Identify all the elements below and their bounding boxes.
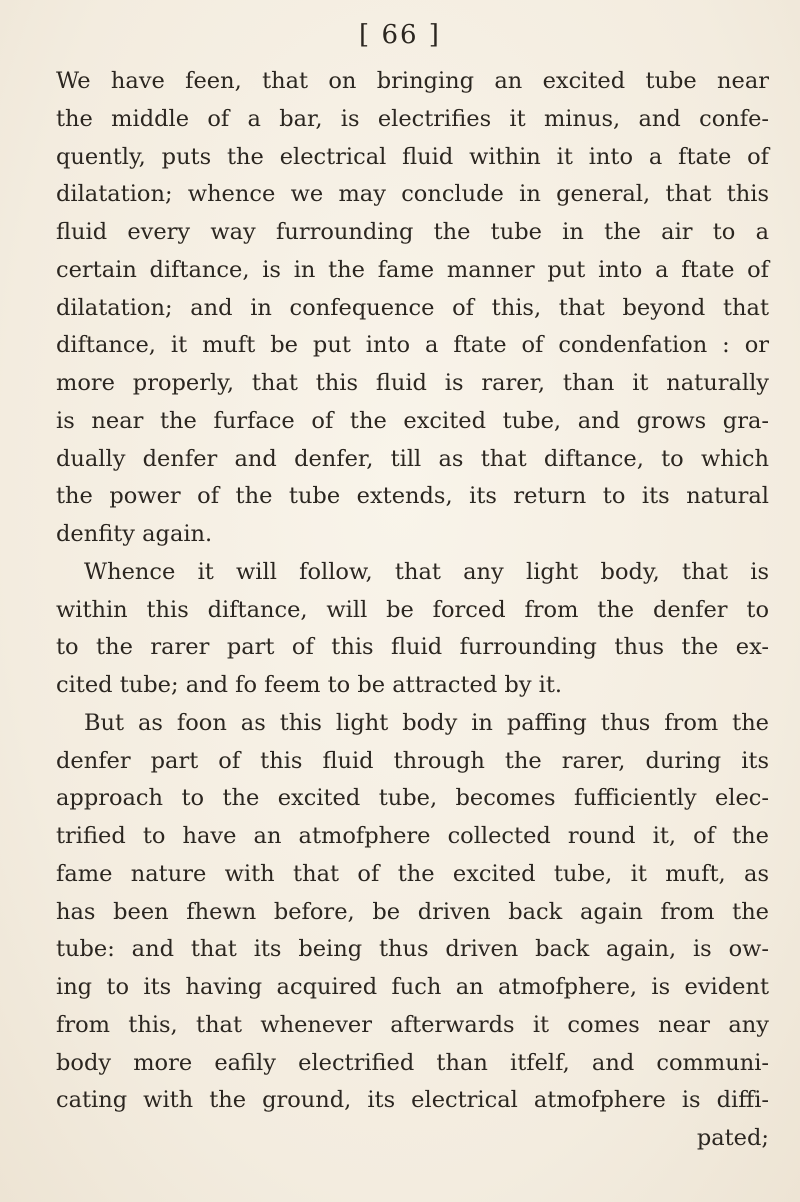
text-line: tube: and that its being thus driven back again, is ow- bbox=[56, 936, 769, 963]
text-line: cating with the ground, its electrical atmofphere is diffi- bbox=[56, 1087, 769, 1114]
text-line: dilatation; and in confequence of this, that beyond that bbox=[56, 294, 769, 321]
text-line: But as foon as this light body in paffing thus from the bbox=[84, 709, 769, 736]
page-number: [ 66 ] bbox=[359, 20, 441, 50]
text-line: body more eafily electrified than itfelf, and communi- bbox=[56, 1049, 769, 1076]
text-line: trified to have an atmofphere collected round it, of the bbox=[56, 823, 769, 849]
text-line: diftance, it muft be put into a ftate of condenfation : or bbox=[56, 332, 769, 359]
text-line: to the rarer part of this fluid furrounding thus the ex- bbox=[56, 634, 769, 661]
text-line: quently, puts the electrical fluid within it into a ftate of bbox=[56, 143, 769, 170]
text-line: approach to the excited tube, becomes fufficiently elec- bbox=[56, 785, 769, 812]
text-line: the middle of a bar, is electrifies it minus, and confe- bbox=[56, 105, 769, 132]
catchword: pated; bbox=[696, 1125, 769, 1151]
text-line: has been fhewn before, be driven back again from the bbox=[56, 898, 769, 925]
text-line: denfer part of this fluid through the rarer, during its bbox=[56, 747, 769, 774]
text-line: Whence it will follow, that any light body, that is bbox=[84, 558, 769, 585]
text-line: within this diftance, will be forced from the denfer to bbox=[56, 596, 769, 623]
text-line: more properly, that this fluid is rarer, than it naturally bbox=[56, 370, 769, 396]
text-line: certain diftance, is in the fame manner put into a ftate of bbox=[56, 256, 769, 283]
text-line: dilatation; whence we may conclude in general, that this bbox=[56, 181, 769, 208]
text-line: We have feen, that on bringing an excited tube near bbox=[56, 68, 769, 94]
text-line: is near the furface of the excited tube, and grows gra- bbox=[56, 407, 769, 434]
body-text bbox=[56, 63, 769, 1158]
text-line: fame nature with that of the excited tube, it muft, as bbox=[56, 860, 769, 887]
text-line: the power of the tube extends, its return to its natural bbox=[56, 483, 769, 510]
text-line: fluid every way furrounding the tube in the air to a bbox=[56, 219, 769, 245]
text-line: ing to its having acquired fuch an atmofphere, is evident bbox=[56, 974, 769, 1000]
text-line: dually denfer and denfer, till as that diftance, to which bbox=[56, 445, 769, 472]
text-line: cited tube; and fo feem to be attracted by it. bbox=[56, 672, 563, 698]
text-line: denfity again. bbox=[56, 521, 213, 547]
text-line: from this, that whenever afterwards it comes near any bbox=[56, 1011, 769, 1038]
